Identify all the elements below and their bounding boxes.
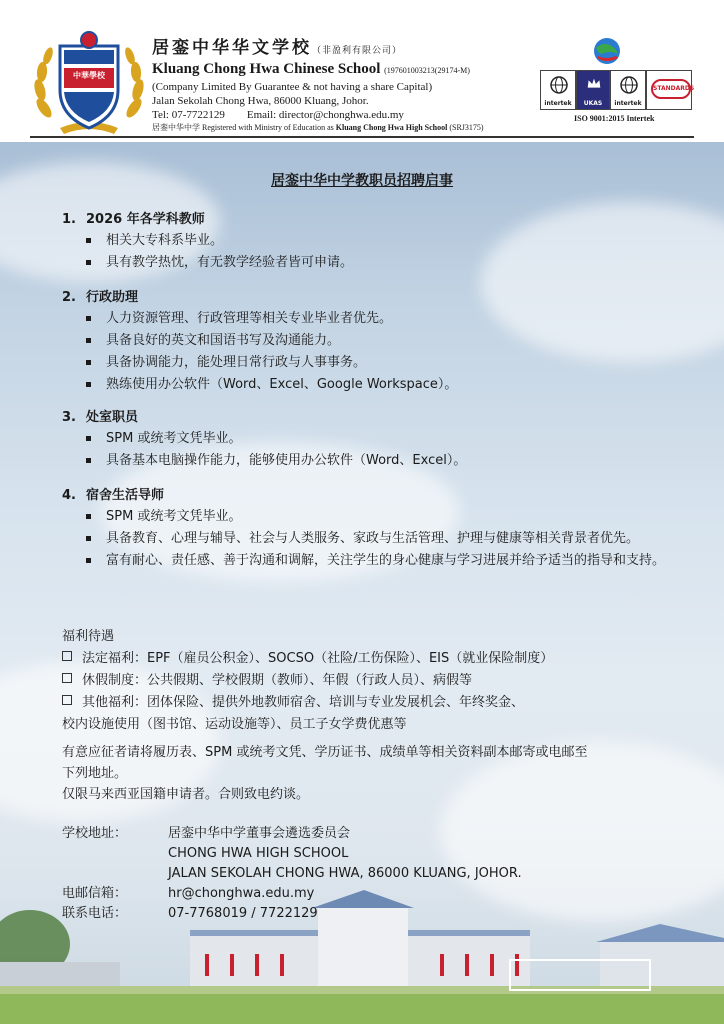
list-item: SPM 或统考文凭毕业。 xyxy=(62,428,666,450)
contact-line xyxy=(152,108,532,122)
address-line: CHONG HWA HIGH SCHOOL xyxy=(168,846,349,861)
section-teachers xyxy=(62,210,666,274)
checkbox-icon xyxy=(62,673,72,683)
list-item: 富有耐心、责任感、善于沟通和调解，关注学生的身心健康与学习进展并给予适当的指导和支持。 xyxy=(62,550,666,572)
school-email[interactable]: Email: director@chonghwa.edu.my xyxy=(246,109,404,121)
list-item: 具备基本电脑操作能力，能够使用办公软件（Word、Excel）。 xyxy=(62,450,666,472)
school-name-cn: 居銮中华华文学校（非盈利有限公司） xyxy=(152,38,403,57)
letterhead xyxy=(0,0,724,140)
section-title: 3. 处室职员 xyxy=(62,410,139,425)
list-item: 具备协调能力，能处理日常行政与人事事务。 xyxy=(62,352,666,374)
section-admin-assistant xyxy=(62,288,666,396)
contact-section xyxy=(62,824,522,924)
address-line: JALAN SEKOLAH CHONG HWA, 86000 KLUANG, JOHOR. xyxy=(168,866,522,881)
requirement-list xyxy=(62,308,666,396)
letterhead-rule xyxy=(30,136,694,138)
list-item: 相关大专科系毕业。 xyxy=(62,230,666,252)
section-office-staff xyxy=(62,408,666,472)
email-row: 电邮信箱： hr@chonghwa.edu.my xyxy=(62,886,315,901)
section-title: 1. 2026 年各学科教师 xyxy=(62,212,205,227)
certification-logos xyxy=(540,36,700,126)
list-item: 熟练使用办公软件（Word、Excel、Google Workspace）。 xyxy=(62,374,666,396)
benefit-row: 法定福利：EPF（雇员公积金）、SOCSO（社险/工伤保险）、EIS（就业保险制度） xyxy=(62,648,553,670)
checkbox-icon xyxy=(62,651,72,661)
school-crest-icon xyxy=(30,28,148,136)
phone-number: 07-7768019 / 7722129 xyxy=(168,906,318,921)
letterhead-text xyxy=(152,38,532,134)
list-item: 具备良好的英文和国语书写及沟通能力。 xyxy=(62,330,666,352)
benefits-heading: 福利待遇 xyxy=(62,629,115,644)
page-title: 居銮中华中学教职员招聘启事 xyxy=(271,173,453,189)
job-notice xyxy=(0,142,724,1024)
registration-line: 居銮中华中学 Registered with Ministry of Education as Kluang Chong Hwa High School (SRJ3175) xyxy=(152,123,484,132)
globe-icon xyxy=(549,75,569,95)
intertek-logo: intertek xyxy=(540,70,576,110)
checkbox-icon xyxy=(62,695,72,705)
ukas-logo: UKAS xyxy=(576,70,610,110)
iso-caption: ISO 9001:2015 Intertek xyxy=(574,114,655,123)
list-item: 具有教学热忱，有无教学经验者皆可申请。 xyxy=(62,252,666,274)
registration-number: (197601003213(29174-M) xyxy=(384,66,470,75)
intertek-logo-2: intertek xyxy=(610,70,646,110)
standards-oval: STANDARDS xyxy=(651,79,691,99)
phone-row: 联系电话： 07-7768019 / 7722129 xyxy=(62,906,318,921)
list-item: SPM 或统考文凭毕业。 xyxy=(62,506,666,528)
school-name-cn-suffix: （非盈利有限公司） xyxy=(312,45,403,55)
benefit-continuation: 校内设施使用（图书馆、运动设施等）、员工子女学费优惠等 xyxy=(62,717,407,732)
application-instructions: 有意应征者请将履历表、SPM 或统考文凭、学历证书、成绩单等相关资料副本邮寄或电邮至 下列地址。 仅限马来西亚国籍申请者。合则致电约谈。 xyxy=(62,745,588,802)
globe-logo-icon xyxy=(592,36,622,66)
list-item: 具备教育、心理与辅导、社会与人类服务、家政与生活管理、护理与健康等相关背景者优先。 xyxy=(62,528,666,550)
address-row: 学校地址： 居銮中华中学董事会遴选委员会 xyxy=(62,826,351,841)
company-note: (Company Limited By Guarantee & not having a share Capital) xyxy=(152,81,433,93)
benefit-row: 其他福利：团体保险、提供外地教师宿舍、培训与专业发展机会、年终奖金、 xyxy=(62,692,553,714)
list-item: 人力资源管理、行政管理等相关专业毕业者优先。 xyxy=(62,308,666,330)
crown-icon xyxy=(584,75,604,93)
globe-icon xyxy=(619,75,639,95)
standards-logo xyxy=(646,70,695,110)
school-address: Jalan Sekolah Chong Hwa, 86000 Kluang, Johor. xyxy=(152,95,369,107)
requirement-list xyxy=(62,506,666,572)
crest-text: 中華學校 xyxy=(73,71,105,80)
section-hostel-mentor xyxy=(62,486,666,572)
section-title: 4. 宿舍生活导师 xyxy=(62,488,165,503)
requirement-list xyxy=(62,230,666,274)
requirement-list xyxy=(62,428,666,472)
school-tel: Tel: 07-7722129 xyxy=(152,109,225,121)
school-name-en: Kluang Chong Hwa Chinese School (197601003213(29174-M) xyxy=(152,61,470,77)
benefits-section xyxy=(62,626,553,736)
benefit-row: 休假制度：公共假期、学校假期（教师）、年假（行政人员）、病假等 xyxy=(62,670,553,692)
section-title: 2. 行政助理 xyxy=(62,290,139,305)
hr-email-link[interactable]: hr@chonghwa.edu.my xyxy=(168,886,315,901)
